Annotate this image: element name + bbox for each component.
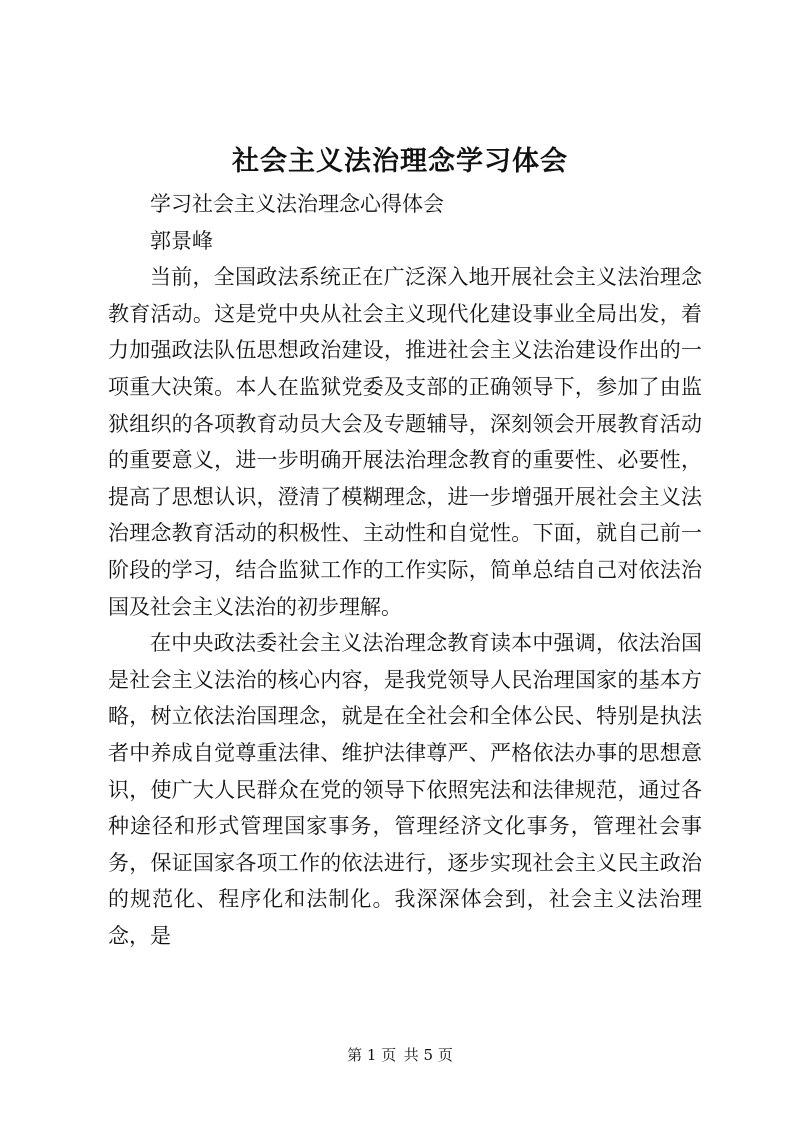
document-author: 郭景峰 [150,228,213,253]
document-body [108,186,702,954]
document-subtitle: 学习社会主义法治理念心得体会 [150,192,444,216]
page-number: 第 1 页 [347,1046,397,1064]
body-paragraph: 在中央政法委社会主义法治理念教育读本中强调，依法治国是社会主义法治的核心内容，是我党领导人民治理国家的基本方略，树立依法治国理念，就是在全社会和全体公民、特别是执法者中养成自觉尊重法律、维护法律尊严、严格依法办事的思想意识，使广大人民群众在党的领导下依照宪法和法律规范，通过各种途径和形式管理国家事务，管理经济文化事务，管理社会事务，保证国家各项工作的依法进行，逐步实现社会主义民主政治的规范化、程序化和法制化。我深深体会到，社会主义法治理念，是 [108,631,702,948]
body-paragraph: 当前，全国政法系统正在广泛深入地开展社会主义法治理念教育活动。这是党中央从社会主义现代化建设事业全局出发，着力加强政法队伍思想政治建设，推进社会主义法治建设作出的一项重大决策。本人在监狱党委及支部的正确领导下，参加了由监狱组织的各项教育动员大会及专题辅导，深刻领会开展教育活动的重要意义，进一步明确开展法治理念教育的重要性、必要性，提高了思想认识，澄清了模糊理念，进一步增强开展社会主义法治理念教育活动的积极性、主动性和自觉性。下面，就自己前一阶段的学习，结合监狱工作的工作实际，简单总结自己对依法治国及社会主义法治的初步理解。 [108,265,702,619]
page-total: 共 5 页 [403,1046,453,1064]
page-footer [0,1044,800,1066]
document-title: 社会主义法治理念学习体会 [232,146,568,177]
